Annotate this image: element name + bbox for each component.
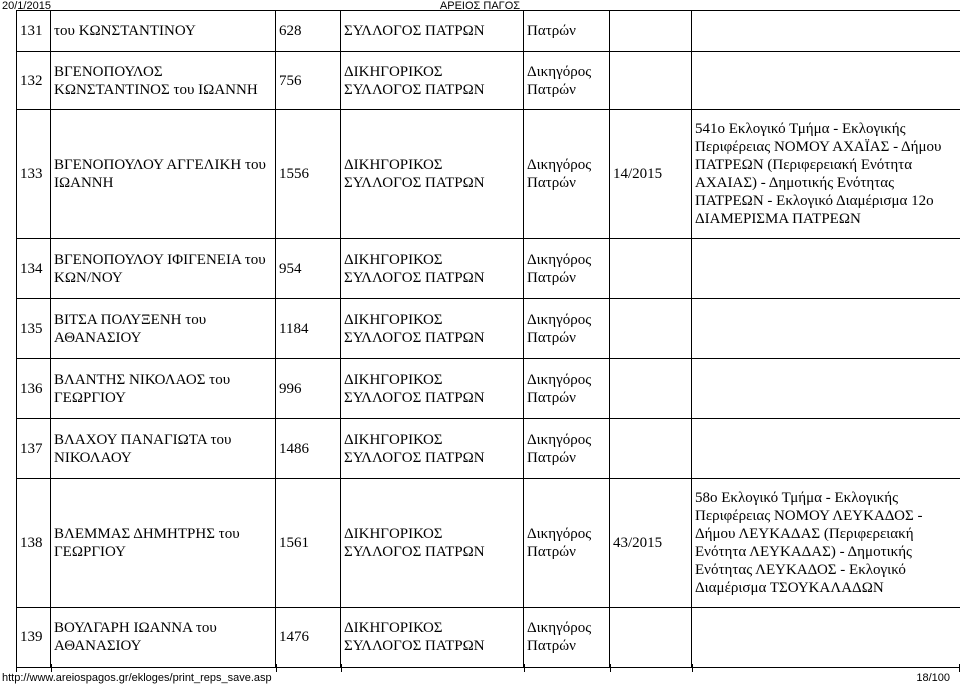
page-number: 18/100 (916, 672, 950, 684)
table-row (17, 419, 960, 479)
lawyer-name-cell: ΒΛΕΜΜΑΣ ΔΗΜΗΤΡΗΣ του ΓΕΩΡΓΙΟΥ (51, 479, 276, 607)
table-row (17, 479, 960, 607)
row-number-cell: 134 (17, 238, 51, 298)
capacity-cell: Δικηγόρος Πατρών (524, 607, 610, 667)
decision-number-cell: 14/2015 (610, 110, 692, 238)
row-number-cell: 132 (17, 52, 51, 110)
registry-number-cell: 628 (276, 11, 341, 52)
capacity-cell: Δικηγόρος Πατρών (524, 419, 610, 479)
bar-association-cell: ΔΙΚΗΓΟΡΙΚΟΣ ΣΥΛΛΟΓΟΣ ΠΑΤΡΩΝ (341, 359, 524, 419)
row-number-cell: 138 (17, 479, 51, 607)
registry-number-cell: 1476 (276, 607, 341, 667)
polling-station-cell (692, 52, 960, 110)
capacity-cell: Δικηγόρος Πατρών (524, 52, 610, 110)
capacity-cell: Δικηγόρος Πατρών (524, 299, 610, 359)
decision-number-cell (610, 359, 692, 419)
candidates-table (16, 10, 960, 668)
decision-number-cell (610, 11, 692, 52)
polling-station-cell (692, 238, 960, 298)
candidates-table-body (17, 11, 960, 668)
decision-number-cell (610, 52, 692, 110)
bar-association-cell: ΔΙΚΗΓΟΡΙΚΟΣ ΣΥΛΛΟΓΟΣ ΠΑΤΡΩΝ (341, 52, 524, 110)
bar-association-cell: ΔΙΚΗΓΟΡΙΚΟΣ ΣΥΛΛΟΓΟΣ ΠΑΤΡΩΝ (341, 238, 524, 298)
capacity-cell: Δικηγόρος Πατρών (524, 238, 610, 298)
polling-station-cell (692, 359, 960, 419)
row-number-cell: 139 (17, 607, 51, 667)
row-number-cell: 137 (17, 419, 51, 479)
bar-association-cell: ΔΙΚΗΓΟΡΙΚΟΣ ΣΥΛΛΟΓΟΣ ΠΑΤΡΩΝ (341, 299, 524, 359)
registry-number-cell: 1561 (276, 479, 341, 607)
registry-number-cell: 756 (276, 52, 341, 110)
row-number-cell: 136 (17, 359, 51, 419)
polling-station-cell (692, 11, 960, 52)
polling-station-cell: 58ο Εκλογικό Τμήμα - Εκλογικής Περιφέρειας ΝΟΜΟΥ ΛΕΥΚΑΔΟΣ - Δήμου ΛΕΥΚΑΔΑΣ (Περιφερειακή Ενότητα ΛΕΥΚΑΔΑΣ) - Δημοτικής Ενότητας ΛΕΥΚΑΔΟΣ - Εκλογικό Διαμέρισμα ΤΣΟΥΚΑΛΑΔΩΝ (692, 479, 960, 607)
registry-number-cell: 1184 (276, 299, 341, 359)
polling-station-cell: 541ο Εκλογικό Τμήμα - Εκλογικής Περιφέρειας ΝΟΜΟΥ ΑΧΑΪΑΣ - Δήμου ΠΑΤΡΕΩΝ (Περιφερειακή Ενότητα ΑΧΑΙΑΣ) - Δημοτικής Ενότητας ΠΑΤΡΕΩΝ - Εκλογικό Διαμέρισμα 12ο ΔΙΑΜΕΡΙΣΜΑ ΠΑΤΡΕΩΝ (692, 110, 960, 238)
registry-number-cell: 1486 (276, 419, 341, 479)
capacity-cell: Πατρών (524, 11, 610, 52)
table-row (17, 238, 960, 298)
polling-station-cell (692, 607, 960, 667)
registry-number-cell: 996 (276, 359, 341, 419)
lawyer-name-cell: ΒΙΤΣΑ ΠΟΛΥΞΕΝΗ του ΑΘΑΝΑΣΙΟΥ (51, 299, 276, 359)
decision-number-cell (610, 238, 692, 298)
table-row (17, 607, 960, 667)
bar-association-cell: ΔΙΚΗΓΟΡΙΚΟΣ ΣΥΛΛΟΓΟΣ ΠΑΤΡΩΝ (341, 479, 524, 607)
print-date: 20/1/2015 (2, 0, 51, 12)
bar-association-cell: ΣΥΛΛΟΓΟΣ ΠΑΤΡΩΝ (341, 11, 524, 52)
capacity-cell: Δικηγόρος Πατρών (524, 479, 610, 607)
page-url: http://www.areiospagos.gr/ekloges/print_reps_save.asp (2, 672, 272, 684)
polling-station-cell (692, 419, 960, 479)
lawyer-name-cell: ΒΛΑΝΤΗΣ ΝΙΚΟΛΑΟΣ του ΓΕΩΡΓΙΟΥ (51, 359, 276, 419)
row-number-cell: 135 (17, 299, 51, 359)
table-row (17, 52, 960, 110)
bar-association-cell: ΔΙΚΗΓΟΡΙΚΟΣ ΣΥΛΛΟΓΟΣ ΠΑΤΡΩΝ (341, 607, 524, 667)
table-continuation (16, 664, 960, 672)
registry-number-cell: 1556 (276, 110, 341, 238)
table-row (17, 110, 960, 238)
row-number-cell: 133 (17, 110, 51, 238)
table-row (17, 11, 960, 52)
table-row (17, 299, 960, 359)
print-title: ΑΡΕΙΟΣ ΠΑΓΟΣ (439, 0, 521, 12)
lawyer-name-cell: ΒΓΕΝΟΠΟΥΛΟΥ ΙΦΙΓΕΝΕΙΑ του ΚΩΝ/ΝΟΥ (51, 238, 276, 298)
polling-station-cell (692, 299, 960, 359)
lawyer-name-cell: ΒΓΕΝΟΠΟΥΛΟΥ ΑΓΓΕΛΙΚΗ του ΙΩΑΝΝΗ (51, 110, 276, 238)
table-row (17, 359, 960, 419)
registry-number-cell: 954 (276, 238, 341, 298)
lawyer-name-cell: ΒΓΕΝΟΠΟΥΛΟΣ ΚΩΝΣΤΑΝΤΙΝΟΣ του ΙΩΑΝΝΗ (51, 52, 276, 110)
lawyer-name-cell: ΒΛΑΧΟΥ ΠΑΝΑΓΙΩΤΑ του ΝΙΚΟΛΑΟΥ (51, 419, 276, 479)
lawyer-name-cell: του ΚΩΝΣΤΑΝΤΙΝΟΥ (51, 11, 276, 52)
decision-number-cell (610, 299, 692, 359)
decision-number-cell (610, 419, 692, 479)
capacity-cell: Δικηγόρος Πατρών (524, 359, 610, 419)
bar-association-cell: ΔΙΚΗΓΟΡΙΚΟΣ ΣΥΛΛΟΓΟΣ ΠΑΤΡΩΝ (341, 110, 524, 238)
decision-number-cell (610, 607, 692, 667)
decision-number-cell: 43/2015 (610, 479, 692, 607)
print-footer (0, 672, 960, 686)
capacity-cell: Δικηγόρος Πατρών (524, 110, 610, 238)
bar-association-cell: ΔΙΚΗΓΟΡΙΚΟΣ ΣΥΛΛΟΓΟΣ ΠΑΤΡΩΝ (341, 419, 524, 479)
row-number-cell: 131 (17, 11, 51, 52)
lawyer-name-cell: ΒΟΥΛΓΑΡΗ ΙΩΑΝΝΑ του ΑΘΑΝΑΣΙΟΥ (51, 607, 276, 667)
